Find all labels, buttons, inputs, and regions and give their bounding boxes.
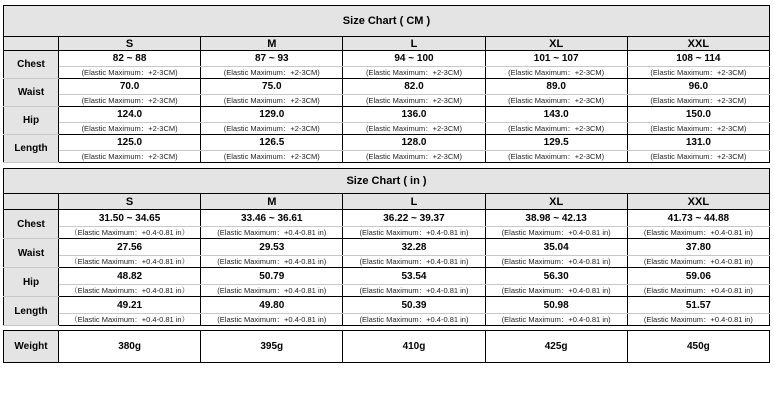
elastic-note: (Elastic Maximum：+2-3CM) — [201, 95, 343, 107]
row-label-length: Length — [4, 297, 59, 326]
elastic-note: (Elastic Maximum：+2-3CM) — [59, 123, 201, 135]
size-header: XL — [485, 37, 627, 51]
measure-value: 89.0 — [485, 79, 627, 95]
size-header: XXL — [627, 37, 769, 51]
table-row — [4, 210, 770, 227]
table-row — [4, 123, 770, 135]
size-chart-sheet — [3, 5, 770, 363]
row-label-waist: Waist — [4, 239, 59, 268]
table-row — [4, 331, 770, 363]
elastic-note: (Elastic Maximum：+2-3CM) — [343, 123, 485, 135]
measure-value: 108 ~ 114 — [627, 51, 769, 67]
elastic-note: (Elastic Maximum：+0.4-0.81 in) — [201, 227, 343, 239]
measure-value: 82.0 — [343, 79, 485, 95]
size-header: L — [343, 194, 485, 210]
size-header: S — [59, 37, 201, 51]
measure-value: 125.0 — [59, 135, 201, 151]
elastic-note: （Elastic Maximum：+0.4-0.81 in） — [59, 256, 201, 268]
header-corner — [4, 194, 59, 210]
measure-value: 32.28 — [343, 239, 485, 256]
size-header: S — [59, 194, 201, 210]
elastic-note: (Elastic Maximum：+0.4-0.81 in) — [627, 227, 769, 239]
elastic-note: (Elastic Maximum：+0.4-0.81 in) — [485, 285, 627, 297]
elastic-note: （Elastic Maximum：+0.4-0.81 in） — [59, 285, 201, 297]
measure-value: 49.21 — [59, 297, 201, 314]
measure-value: 35.04 — [485, 239, 627, 256]
elastic-note: (Elastic Maximum：+0.4-0.81 in) — [627, 314, 769, 326]
measure-value: 136.0 — [343, 107, 485, 123]
table-row — [4, 95, 770, 107]
elastic-note: （Elastic Maximum：+0.4-0.81 in） — [59, 314, 201, 326]
elastic-note: (Elastic Maximum：+0.4-0.81 in) — [627, 256, 769, 268]
table-row — [4, 67, 770, 79]
measure-value: 33.46 ~ 36.61 — [201, 210, 343, 227]
elastic-note: (Elastic Maximum：+2-3CM) — [201, 123, 343, 135]
elastic-note: (Elastic Maximum：+2-3CM) — [201, 67, 343, 79]
measure-value: 129.0 — [201, 107, 343, 123]
table-row — [4, 239, 770, 256]
elastic-note: (Elastic Maximum：+0.4-0.81 in) — [485, 256, 627, 268]
measure-value: 82 ~ 88 — [59, 51, 201, 67]
measure-value: 38.98 ~ 42.13 — [485, 210, 627, 227]
size-chart-cm-table — [3, 5, 770, 163]
measure-value: 59.06 — [627, 268, 769, 285]
elastic-note: (Elastic Maximum：+2-3CM) — [59, 151, 201, 163]
measure-value: 49.80 — [201, 297, 343, 314]
measure-value: 50.79 — [201, 268, 343, 285]
weight-value: 410g — [343, 331, 485, 363]
measure-value: 27.56 — [59, 239, 201, 256]
elastic-note: (Elastic Maximum：+2-3CM) — [485, 95, 627, 107]
measure-value: 75.0 — [201, 79, 343, 95]
measure-value: 51.57 — [627, 297, 769, 314]
table-row — [4, 268, 770, 285]
inch-size-header-row — [4, 194, 770, 210]
table-row — [4, 297, 770, 314]
measure-value: 128.0 — [343, 135, 485, 151]
table-row — [4, 151, 770, 163]
elastic-note: (Elastic Maximum：+2-3CM) — [343, 151, 485, 163]
elastic-note: （Elastic Maximum：+0.4-0.81 in） — [59, 227, 201, 239]
size-header: L — [343, 37, 485, 51]
elastic-note: (Elastic Maximum：+0.4-0.81 in) — [201, 256, 343, 268]
table-row — [4, 79, 770, 95]
elastic-note: (Elastic Maximum：+2-3CM) — [485, 151, 627, 163]
elastic-note: (Elastic Maximum：+2-3CM) — [343, 67, 485, 79]
measure-value: 29.53 — [201, 239, 343, 256]
size-header: M — [201, 37, 343, 51]
elastic-note: (Elastic Maximum：+0.4-0.81 in) — [343, 227, 485, 239]
elastic-note: (Elastic Maximum：+2-3CM) — [627, 123, 769, 135]
row-label-waist: Waist — [4, 79, 59, 107]
measure-value: 50.39 — [343, 297, 485, 314]
measure-value: 36.22 ~ 39.37 — [343, 210, 485, 227]
measure-value: 94 ~ 100 — [343, 51, 485, 67]
table-row — [4, 314, 770, 326]
measure-value: 126.5 — [201, 135, 343, 151]
weight-value: 380g — [59, 331, 201, 363]
row-label-weight: Weight — [4, 331, 59, 363]
measure-value: 96.0 — [627, 79, 769, 95]
elastic-note: (Elastic Maximum：+0.4-0.81 in) — [343, 256, 485, 268]
elastic-note: (Elastic Maximum：+2-3CM) — [627, 67, 769, 79]
weight-value: 450g — [627, 331, 769, 363]
measure-value: 129.5 — [485, 135, 627, 151]
measure-value: 150.0 — [627, 107, 769, 123]
measure-value: 56.30 — [485, 268, 627, 285]
elastic-note: (Elastic Maximum：+2-3CM) — [343, 95, 485, 107]
header-corner — [4, 37, 59, 51]
measure-value: 124.0 — [59, 107, 201, 123]
elastic-note: (Elastic Maximum：+2-3CM) — [59, 95, 201, 107]
elastic-note: (Elastic Maximum：+2-3CM) — [59, 67, 201, 79]
size-chart-inch-table — [3, 168, 770, 326]
weight-table — [3, 330, 770, 363]
elastic-note: (Elastic Maximum：+0.4-0.81 in) — [201, 314, 343, 326]
row-label-hip: Hip — [4, 268, 59, 297]
elastic-note: (Elastic Maximum：+0.4-0.81 in) — [343, 285, 485, 297]
elastic-note: (Elastic Maximum：+0.4-0.81 in) — [201, 285, 343, 297]
measure-value: 31.50 ~ 34.65 — [59, 210, 201, 227]
measure-value: 53.54 — [343, 268, 485, 285]
row-label-hip: Hip — [4, 107, 59, 135]
table-row — [4, 135, 770, 151]
cm-size-header-row — [4, 37, 770, 51]
elastic-note: (Elastic Maximum：+2-3CM) — [201, 151, 343, 163]
elastic-note: (Elastic Maximum：+0.4-0.81 in) — [485, 314, 627, 326]
measure-value: 48.82 — [59, 268, 201, 285]
measure-value: 41.73 ~ 44.88 — [627, 210, 769, 227]
table-row — [4, 285, 770, 297]
table-row — [4, 256, 770, 268]
table-row — [4, 227, 770, 239]
size-header: XL — [485, 194, 627, 210]
measure-value: 87 ~ 93 — [201, 51, 343, 67]
measure-value: 101 ~ 107 — [485, 51, 627, 67]
elastic-note: (Elastic Maximum：+0.4-0.81 in) — [485, 227, 627, 239]
measure-value: 50.98 — [485, 297, 627, 314]
row-label-chest: Chest — [4, 51, 59, 79]
elastic-note: (Elastic Maximum：+0.4-0.81 in) — [627, 285, 769, 297]
elastic-note: (Elastic Maximum：+2-3CM) — [485, 123, 627, 135]
weight-value: 425g — [485, 331, 627, 363]
size-header: M — [201, 194, 343, 210]
weight-value: 395g — [201, 331, 343, 363]
row-label-chest: Chest — [4, 210, 59, 239]
measure-value: 37.80 — [627, 239, 769, 256]
elastic-note: (Elastic Maximum：+0.4-0.81 in) — [343, 314, 485, 326]
elastic-note: (Elastic Maximum：+2-3CM) — [485, 67, 627, 79]
elastic-note: (Elastic Maximum：+2-3CM) — [627, 151, 769, 163]
measure-value: 143.0 — [485, 107, 627, 123]
measure-value: 70.0 — [59, 79, 201, 95]
measure-value: 131.0 — [627, 135, 769, 151]
inch-table-title: Size Chart ( in ) — [4, 169, 770, 194]
elastic-note: (Elastic Maximum：+2-3CM) — [627, 95, 769, 107]
table-row — [4, 51, 770, 67]
cm-table-title: Size Chart ( CM ) — [4, 6, 770, 37]
size-header: XXL — [627, 194, 769, 210]
table-row — [4, 107, 770, 123]
row-label-length: Length — [4, 135, 59, 163]
